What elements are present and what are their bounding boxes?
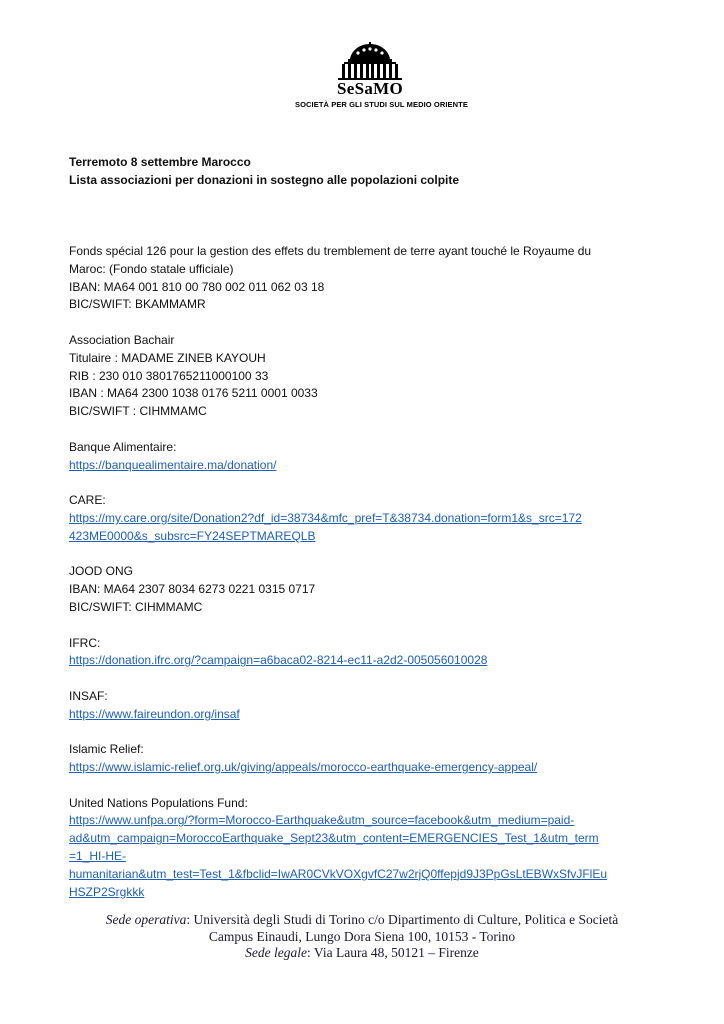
care-link-line-1[interactable]: https://my.care.org/site/Donation2?df_id=38734&mfc_pref=T&38734.donation=form1&s_src=172	[69, 510, 582, 525]
heading-line-2: Lista associazioni per donazioni in sostegno alle popolazioni colpite	[69, 172, 460, 187]
entry-insaf	[69, 688, 659, 724]
entry-bachair	[69, 332, 659, 421]
entry-jood	[69, 563, 659, 616]
entry-islamic-relief	[69, 741, 659, 777]
document-heading	[69, 154, 659, 190]
fonds-iban: IBAN: MA64 001 810 00 780 002 011 062 03 18	[69, 279, 325, 294]
unfpa-link[interactable]	[69, 812, 659, 901]
fonds-bic: BIC/SWIFT: BKAMMAMR	[69, 297, 206, 312]
ifrc-name: IFRC:	[69, 635, 101, 650]
islamic-name: Islamic Relief:	[69, 742, 144, 757]
unfpa-name: United Nations Populations Fund:	[69, 795, 248, 810]
heading-line-1: Terremoto 8 settembre Marocco	[69, 155, 251, 169]
fonds-line-2: Maroc: (Fondo statale ufficiale)	[69, 261, 234, 276]
entry-banque-alimentaire	[69, 439, 659, 475]
care-name: CARE:	[69, 493, 106, 508]
bachair-rib: RIB : 230 010 3801765211000100 33	[69, 368, 269, 383]
page-footer	[0, 912, 724, 962]
footer-line-2: Campus Einaudi, Lungo Dora Siena 100, 10153 - Torino	[208, 928, 516, 944]
care-link-line-2[interactable]: 423ME0000&s_subsrc=FY24SEPTMAREQLB	[69, 528, 316, 543]
unfpa-link-line-4[interactable]: humanitarian&utm_test=Test_1&fbclid=IwAR0CVkVOXgvfC27w2rjQ0ffepjd9J3PpGsLtEBWxSfvJFlEu	[69, 866, 608, 881]
domed-building-icon	[334, 42, 406, 80]
logo-subtitle: SOCIETÀ PER GLI STUDI SUL MEDIO ORIENTE	[295, 100, 468, 109]
document-body	[69, 154, 659, 901]
unfpa-link-line-1[interactable]: https://www.unfpa.org/?form=Morocco-Earthquake&utm_source=facebook&utm_medium=paid-	[69, 813, 575, 828]
jood-name: JOOD ONG	[69, 564, 134, 579]
sesamo-logo	[295, 42, 468, 122]
islamic-link[interactable]: https://www.islamic-relief.org.uk/giving/appeals/morocco-earthquake-emergency-appeal/	[69, 760, 538, 775]
unfpa-link-line-5[interactable]: HSZP2Srgkkk	[69, 884, 145, 899]
footer-legal-text: : Via Laura 48, 50121 – Firenze	[307, 945, 479, 960]
jood-iban: IBAN: MA64 2307 8034 6273 0221 0315 0717	[69, 582, 316, 597]
footer-op-text: : Università degli Studi di Torino c/o Dipartimento di Culture, Politica e Società	[186, 912, 619, 927]
fonds-line-1: Fonds spécial 126 pour la gestion des effets du tremblement de terre ayant touché le Royaume du	[69, 243, 592, 258]
bachair-titulaire: Titulaire : MADAME ZINEB KAYOUH	[69, 350, 266, 365]
ifrc-link[interactable]: https://donation.ifrc.org/?campaign=a6baca02-8214-ec11-a2d2-005056010028	[69, 653, 488, 668]
insaf-name: INSAF:	[69, 688, 108, 703]
bachair-bic: BIC/SWIFT : CIHMMAMC	[69, 404, 207, 419]
footer-op-label: Sede operativa	[105, 912, 187, 927]
unfpa-link-line-3[interactable]: =1_HI-HE-	[69, 849, 127, 864]
footer-line-1	[0, 912, 724, 929]
bachair-iban: IBAN : MA64 2300 1038 0176 5211 0001 0033	[69, 386, 318, 401]
logo-title: SeSaMO	[336, 79, 404, 98]
care-link[interactable]	[69, 510, 659, 546]
footer-legal-label: Sede legale	[245, 945, 308, 960]
banque-name: Banque Alimentaire:	[69, 439, 177, 454]
unfpa-link-line-2[interactable]: ad&utm_campaign=MoroccoEarthquake_Sept23&utm_content=EMERGENCIES_Test_1&utm_term	[69, 831, 599, 846]
entry-fonds-special	[69, 243, 659, 314]
banque-link[interactable]: https://banquealimentaire.ma/donation/	[69, 457, 277, 472]
entry-ifrc	[69, 635, 659, 671]
entry-care	[69, 492, 659, 545]
bachair-name: Association Bachair	[69, 332, 175, 347]
jood-bic: BIC/SWIFT: CIHMMAMC	[69, 599, 203, 614]
entry-unfpa	[69, 795, 659, 902]
footer-line-3	[0, 945, 724, 962]
insaf-link[interactable]: https://www.faireundon.org/insaf	[69, 706, 240, 721]
